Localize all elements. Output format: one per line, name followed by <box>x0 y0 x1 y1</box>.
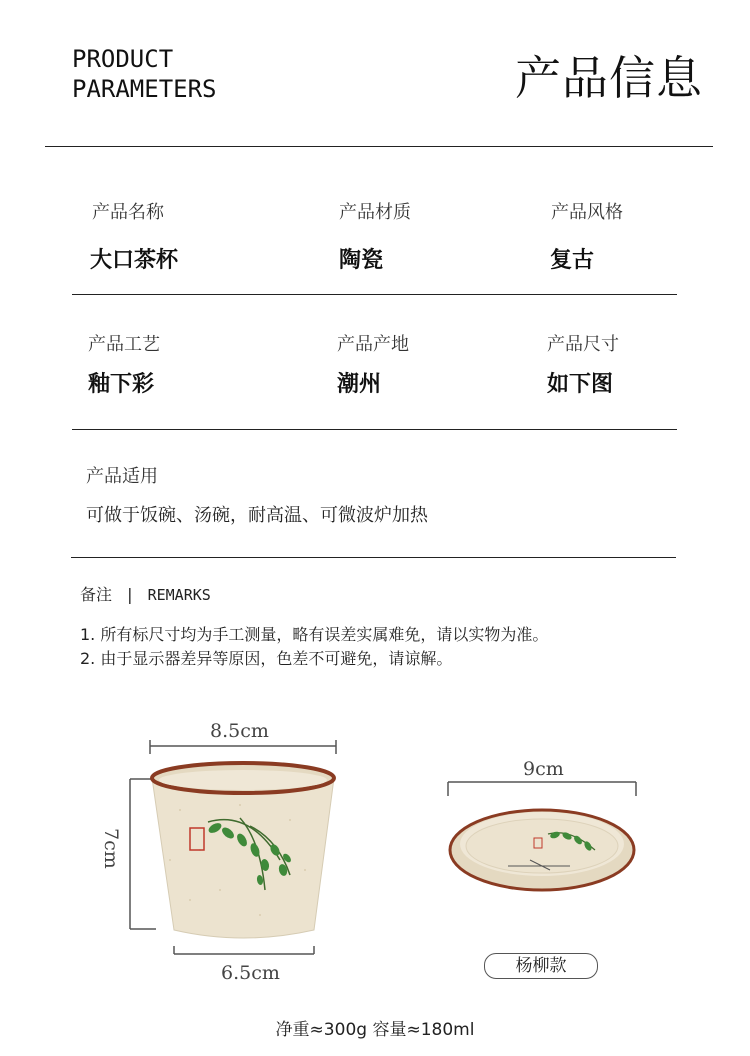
param-value-craft: 釉下彩 <box>88 372 155 397</box>
param-label-name: 产品名称 <box>92 202 164 223</box>
remarks-title-en: REMARKS <box>147 586 211 604</box>
remarks-title-cn: 备注 <box>80 585 113 604</box>
cup-body <box>152 763 334 938</box>
param-value-size: 如下图 <box>547 372 614 397</box>
header-en-line2: PARAMETERS <box>72 75 217 103</box>
header-english-title <box>72 44 217 104</box>
param-label-craft: 产品工艺 <box>88 334 160 355</box>
saucer-width-label: 9cm <box>523 758 564 780</box>
remark-item: 2. 由于显示器差异等原因，色差不可避免，请谅解。 <box>80 649 453 668</box>
header-chinese-title: 产品信息 <box>515 51 703 105</box>
header-divider <box>45 146 713 147</box>
header-en-line1: PRODUCT <box>72 45 174 73</box>
variant-badge: 杨柳款 <box>484 953 598 979</box>
remarks-separator: | <box>127 585 133 604</box>
param-value-origin: 潮州 <box>337 372 382 397</box>
param-value-material: 陶瓷 <box>339 248 384 273</box>
remark-item: 1. 所有标尺寸均为手工测量，略有误差实属难免，请以实物为准。 <box>80 625 549 644</box>
cup-bottom-width-label: 6.5cm <box>221 962 280 984</box>
remarks-title <box>80 582 211 605</box>
row-divider <box>72 429 677 430</box>
usage-text: 可做于饭碗、汤碗，耐高温、可微波炉加热 <box>86 505 428 526</box>
cup-top-width-label: 8.5cm <box>210 720 269 742</box>
usage-divider <box>71 557 676 558</box>
param-label-origin: 产品产地 <box>337 334 409 355</box>
cup-top-dimension-line <box>150 740 336 754</box>
param-label-size: 产品尺寸 <box>547 334 619 355</box>
param-label-style: 产品风格 <box>551 202 623 223</box>
cup-illustration <box>100 700 370 1000</box>
usage-label: 产品适用 <box>86 466 158 487</box>
param-value-style: 复古 <box>550 248 595 273</box>
cup-height-label: 7cm <box>100 828 122 869</box>
row-divider <box>72 294 677 295</box>
param-value-name: 大口茶杯 <box>90 248 179 273</box>
saucer-body <box>450 810 634 890</box>
saucer-width-dimension-line <box>448 782 636 796</box>
param-label-material: 产品材质 <box>339 202 411 223</box>
footer-specs: 净重≈300g 容量≈180ml <box>275 1020 475 1040</box>
cup-bottom-dimension-line <box>174 946 314 954</box>
cup-height-dimension-line <box>130 779 156 929</box>
saucer-illustration <box>430 770 660 910</box>
